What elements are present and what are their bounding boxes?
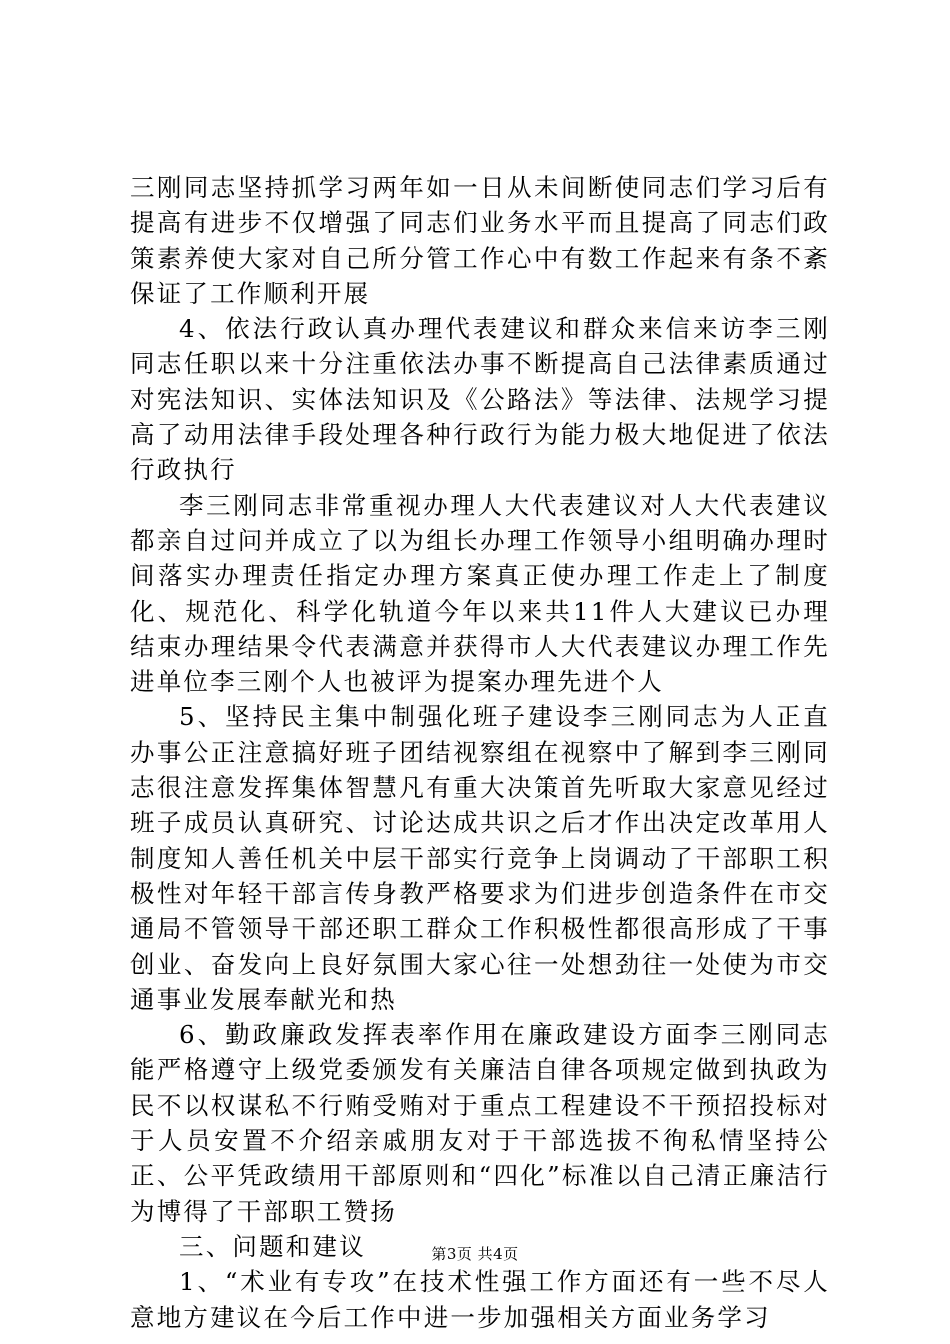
paragraph-study-continuation: 三刚同志坚持抓学习两年如一日从未间断使同志们学习后有提高有进步不仅增强了同志们业务水平而且提高了同志们政策素养使大家对自己所分管工作心中有数工作起来有条不紊保证了工作顺利开展 bbox=[130, 173, 830, 308]
paragraph-item-4-law: 4、依法行政认真办理代表建议和群众来信来访李三刚同志任职以来十分注重依法办事不断提高自己法律素质通过对宪法知识、实体法知识及《公路法》等法律、法规学习提高了动用法律手段处理各种行政行为能力极大地促进了依法行政执行 bbox=[130, 314, 830, 485]
section-heading-problems: 三、问题和建议 bbox=[179, 1231, 366, 1261]
paragraph-suggestion-1: 1、“术业有专攻”在技术性强工作方面还有一些不尽人意地方建议在今后工作中进一步加强相关方面业务学习 bbox=[130, 1267, 830, 1332]
paragraph-item-6-integrity: 6、勤政廉政发挥表率作用在廉政建设方面李三刚同志能严格遵守上级党委颁发有关廉洁自律各项规定做到执政为民不以权谋私不行贿受贿对于重点工程建设不干预招投标对于人员安置不介绍亲戚朋友对于干部选拔不徇私情坚持公正、公平凭政绩用干部原则和“四化”标准以自己清正廉洁行为博得了干部职工赞扬 bbox=[130, 1020, 830, 1226]
page-number-label: 第3页 共4页 bbox=[431, 1245, 519, 1263]
document-body bbox=[130, 170, 830, 1335]
paragraph-item-5-democracy: 5、坚持民主集中制强化班子建设李三刚同志为人正直办事公正注意搞好班子团结视察组在视察中了解到李三刚同志很注意发挥集体智慧凡有重大决策首先听取大家意见经过班子成员认真研究、讨论达成共识之后才作出决定改革用人制度知人善任机关中层干部实行竞争上岗调动了干部职工积极性对年轻干部言传身教严格要求为们进步创造条件在市交通局不管领导干部还职工群众工作积极性都很高形成了干事创业、奋发向上良好氛围大家心往一处想劲往一处使为市交通事业发展奉献光和热 bbox=[130, 702, 830, 1014]
page-footer bbox=[0, 1244, 950, 1264]
paragraph-npc-proposals: 李三刚同志非常重视办理人大代表建议对人大代表建议都亲自过问并成立了以为组长办理工作领导小组明确办理时间落实办理责任指定办理方案真正使办理工作走上了制度化、规范化、科学化轨道今年以来共11件人大建议已办理结束办理结果令代表满意并获得市人大代表建议办理工作先进单位李三刚个人也被评为提案办理先进个人 bbox=[130, 490, 830, 697]
